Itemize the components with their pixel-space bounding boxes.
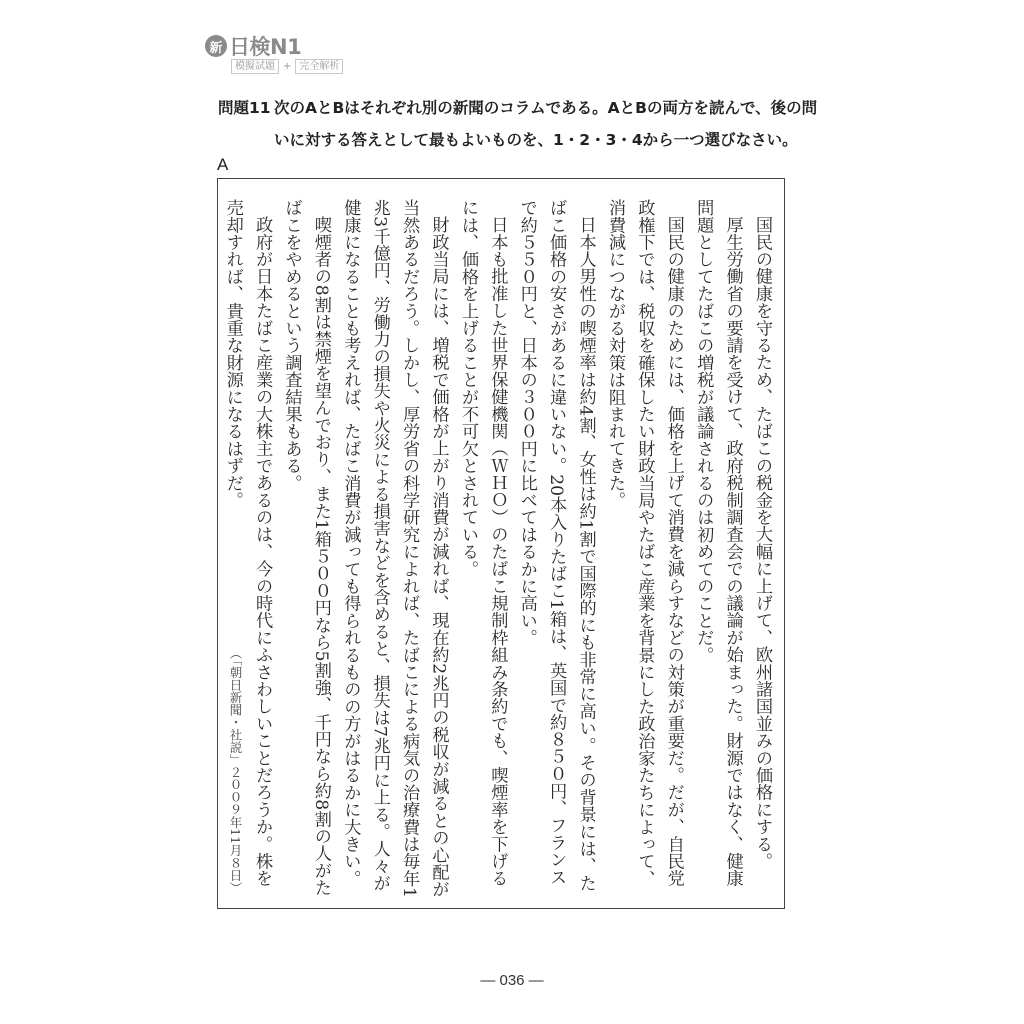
article-paragraph: 厚生労働省の要請を受けて、政府税制調査会での議論が始まった。財源ではなく、健康問題としてたばこの増税が議論されるのは初めてのことだ。: [693, 199, 743, 887]
article-label: A: [217, 155, 229, 174]
logo-tag-analysis: 完全解析: [295, 59, 343, 74]
article-box: [217, 178, 785, 909]
logo-tag-mock-exam: 模擬試題: [231, 59, 279, 74]
article-paragraph: 喫煙者の8割は禁煙を望んでおり、また1箱５００円なら5割強、千円なら約8割の人がたばこをやめるという調査結果もある。: [281, 199, 331, 897]
logo-subtitle: [231, 59, 343, 74]
article-paragraph: 財政当局には、増税で価格が上がり消費が減れば、現在約2兆円の税収が減るとの心配が当然あるだろう。しかし、厚労省の科学研究によれば、たばこによる病気の治療費は毎年1兆3千億円、労働力の損失や火災による損害などを含めると、損失は7兆円に上る。人々が健康になることも考えれば、たばこ消費が減っても得られるものの方がはるかに大きい。: [340, 199, 449, 898]
logo-main: [205, 34, 343, 58]
article-paragraph: 日本も批准した世界保健機関（ＷＨＯ）のたばこ規制枠組み条約でも、喫煙率を下げるには、価格を上げることが不可欠とされている。: [457, 199, 508, 887]
article-body: [217, 199, 776, 899]
logo-title: 日検N1: [229, 35, 302, 59]
article-paragraph: 日本人男性の喫煙率は約4割、女性は約1割で国際的にも非常に高い。その背景には、たばこ価格の安さがあるに違いない。20本入りたばこ1箱は、英国で約８５０円、フランスで約５５０円と、日本の３００円に比べてはるかに高い。: [516, 199, 596, 892]
question-number: 問題11: [218, 99, 271, 117]
question-text-line1: 次のAとBはそれぞれ別の新聞のコラムである。AとBの両方を読んで、後の問: [274, 99, 818, 117]
page-number: — 036 —: [480, 972, 544, 989]
article-source: （「朝日新聞・社説」２００９年11月８日）: [228, 646, 243, 894]
logo-plus: +: [283, 61, 292, 72]
question-text-line2: いに対する答えとして最もよいものを、1・2・3・4から一つ選びなさい。: [274, 131, 798, 149]
article-paragraph: 政府が日本たばこ産業の大株主であるのは、今の時代にふさわしいことだろうか。株を売却すれば、貴重な財源になるはずだ。: [222, 199, 273, 887]
article-paragraph: 国民の健康のためには、価格を上げて消費を減らすなどの対策が重要だ。だが、自民党政権下では、税収を確保したい財政当局やたばこ産業を背景にした政治家たちによって、消費減につながる対策は阻まれてきた。: [604, 199, 684, 887]
article-paragraph: 国民の健康を守るため、たばこの税金を大幅に上げて、欧州諸国並みの価格にする。: [752, 216, 772, 870]
question-instructions: [218, 96, 817, 150]
logo-badge-icon: 新: [205, 35, 227, 57]
book-logo: [205, 34, 343, 74]
